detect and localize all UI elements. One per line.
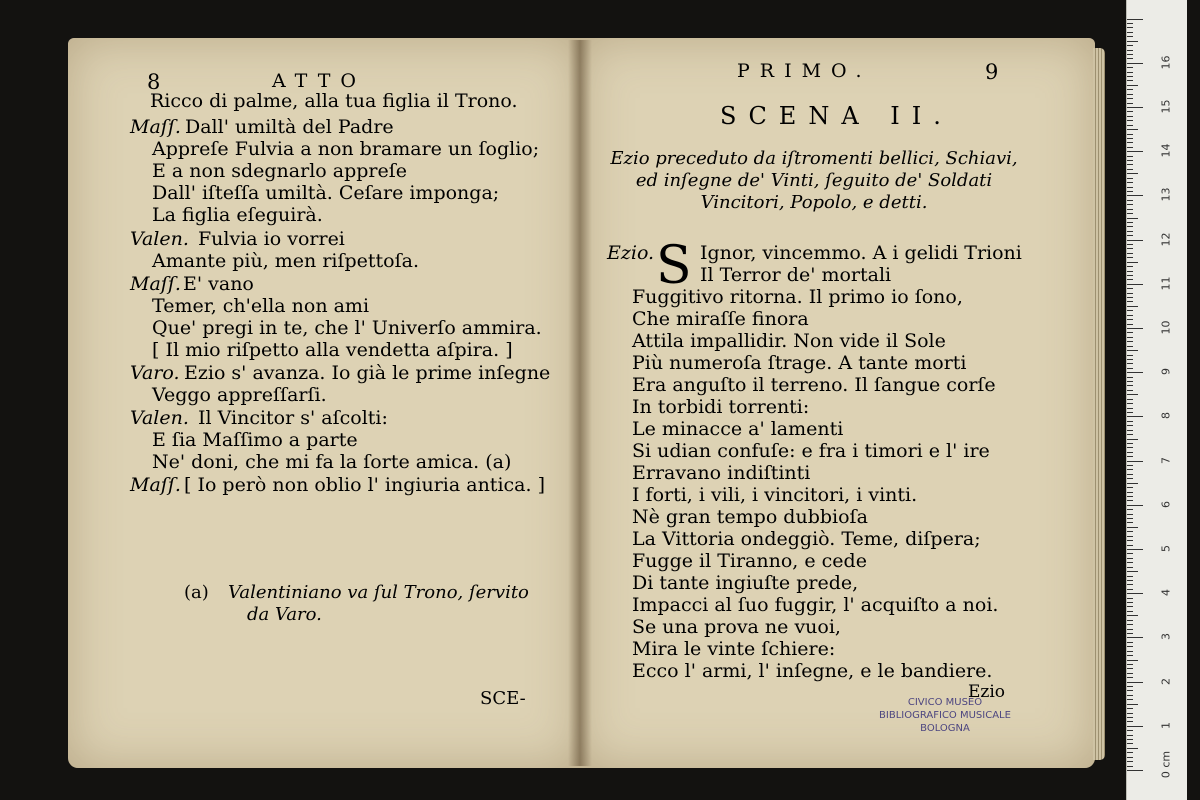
- speaker-label: Valen.: [130, 407, 189, 429]
- ruler-tick: [1127, 447, 1133, 448]
- ruler-unit-label: 0 cm: [1159, 750, 1173, 779]
- ruler-tick: [1127, 244, 1133, 245]
- ruler-tick: [1127, 45, 1133, 46]
- ruler-tick: [1127, 646, 1133, 647]
- ruler-tick: [1127, 695, 1133, 696]
- text-line: Più numeroſa ſtrage. A tante morti: [632, 352, 967, 374]
- ruler-tick: [1127, 620, 1133, 621]
- ruler-tick: [1127, 191, 1133, 192]
- ruler-number: 12: [1159, 232, 1173, 247]
- ruler-tick: [1127, 496, 1133, 497]
- ruler-tick: [1127, 713, 1133, 714]
- ruler-tick: [1127, 58, 1133, 59]
- ruler-tick: [1127, 187, 1133, 188]
- ruler-tick: [1127, 306, 1138, 307]
- speaker-label: Varo.: [130, 362, 180, 384]
- ruler-number: 14: [1159, 143, 1173, 158]
- ruler-tick: [1127, 739, 1133, 740]
- text-line: Temer, ch'ella non ami: [152, 295, 370, 317]
- ruler-tick: [1127, 178, 1133, 179]
- ruler-tick: [1127, 138, 1133, 139]
- ruler-tick: [1127, 757, 1133, 758]
- ruler-tick: [1127, 346, 1133, 347]
- text-line: Nè gran tempo dubbioſa: [632, 506, 868, 528]
- ruler-tick: [1127, 72, 1133, 73]
- ruler-tick: [1127, 474, 1133, 475]
- ruler-tick: [1127, 27, 1133, 28]
- text-line: Fuggitivo ritorna. Il primo io ſono,: [632, 286, 963, 308]
- ruler-tick: [1127, 518, 1133, 519]
- ruler-tick: [1127, 465, 1133, 466]
- text-line: Amante più, men riſpettoſa.: [152, 250, 420, 272]
- ruler-tick: [1127, 385, 1133, 386]
- ruler-tick: [1127, 350, 1138, 351]
- footnote-line: Valentiniano va ſul Trono, ſervito: [228, 582, 529, 603]
- ruler-tick: [1127, 76, 1133, 77]
- text-line: Si udian confuſe: e fra i timori e l' ire: [632, 440, 990, 462]
- text-line: [ Il mio riſpetto alla vendetta aſpira. ]: [152, 339, 513, 361]
- ruler-tick: [1127, 271, 1133, 272]
- ruler-tick: [1127, 310, 1133, 311]
- text-line: Veggo appreſſarſi.: [152, 384, 327, 406]
- ruler-tick: [1127, 434, 1133, 435]
- text-line: [ Io però non oblio l' ingiuria antica. ]: [184, 474, 545, 496]
- ruler-tick: [1127, 147, 1133, 148]
- ruler-tick: [1127, 699, 1133, 700]
- ruler-tick: [1127, 673, 1133, 674]
- text-line: Era anguſto il terreno. Il ſangue corſe: [632, 374, 996, 396]
- ruler-tick: [1127, 253, 1133, 254]
- ruler-tick: [1127, 452, 1133, 453]
- ruler-tick: [1127, 514, 1133, 515]
- text-line: Dall' iſteſſa umiltà. Ceſare imponga;: [152, 182, 500, 204]
- ruler-number: 2: [1159, 677, 1173, 685]
- ruler-tick: [1127, 111, 1133, 112]
- right-running-header: PRIMO.: [737, 60, 872, 82]
- ruler-tick: [1127, 355, 1133, 356]
- ruler-tick: [1127, 50, 1133, 51]
- ruler-tick: [1127, 478, 1133, 479]
- ruler-tick: [1127, 195, 1143, 196]
- ruler-tick: [1127, 637, 1143, 638]
- ruler-tick: [1127, 421, 1133, 422]
- ruler-tick: [1127, 509, 1133, 510]
- ruler-tick: [1127, 63, 1143, 64]
- ruler-number: 3: [1159, 633, 1173, 641]
- ruler-tick: [1127, 717, 1133, 718]
- ruler-number: 15: [1159, 99, 1173, 114]
- ruler-tick: [1127, 655, 1133, 656]
- ruler-tick: [1127, 94, 1133, 95]
- ruler-tick: [1127, 372, 1143, 373]
- speaker-label: Ezio.: [607, 242, 655, 264]
- ruler-tick: [1127, 288, 1133, 289]
- ruler-tick: [1127, 730, 1133, 731]
- stage-direction-line: Ezio preceduto da iſtromenti bellici, Schiavi,: [610, 148, 1018, 169]
- scene-title: SCENA II.: [720, 102, 953, 130]
- ruler-tick: [1127, 527, 1138, 528]
- ruler-tick: [1127, 80, 1133, 81]
- ruler-tick: [1127, 200, 1133, 201]
- ruler-tick: [1127, 377, 1133, 378]
- ruler-tick: [1127, 337, 1133, 338]
- ruler-tick: [1127, 328, 1143, 329]
- ruler-tick: [1127, 540, 1133, 541]
- ruler-tick: [1127, 279, 1133, 280]
- ruler-tick: [1127, 469, 1133, 470]
- text-line: Il Vincitor s' aſcolti:: [198, 407, 388, 429]
- ruler-tick: [1127, 558, 1133, 559]
- library-stamp: [860, 696, 1030, 735]
- ruler-number: 4: [1159, 589, 1173, 597]
- ruler-number: 5: [1159, 545, 1173, 552]
- ruler-tick: [1127, 107, 1143, 108]
- text-line: Fugge il Tiranno, e cede: [632, 550, 867, 572]
- footnote-line: da Varo.: [247, 604, 322, 625]
- ruler-tick: [1127, 553, 1133, 554]
- text-line: E a non sdegnarlo appreſe: [152, 160, 408, 182]
- ruler-tick: [1127, 324, 1133, 325]
- ruler-tick: [1127, 116, 1133, 117]
- ruler-tick: [1127, 633, 1133, 634]
- ruler-tick: [1127, 120, 1133, 121]
- ruler-tick: [1127, 651, 1133, 652]
- ruler-tick: [1127, 412, 1133, 413]
- ruler-number: 11: [1159, 276, 1173, 291]
- ruler-tick: [1127, 156, 1133, 157]
- ruler-tick: [1127, 36, 1133, 37]
- ruler-tick: [1127, 598, 1133, 599]
- ruler-tick: [1127, 293, 1133, 294]
- ruler-tick: [1127, 390, 1133, 391]
- ruler-tick: [1127, 589, 1133, 590]
- left-page-number: 8: [147, 70, 161, 94]
- text-line: Attila impallidir. Non vide il Sole: [632, 330, 946, 352]
- ruler-tick: [1127, 500, 1133, 501]
- ruler-tick: [1127, 363, 1133, 364]
- ruler-tick: [1127, 164, 1133, 165]
- ruler-tick: [1127, 430, 1133, 431]
- ruler-tick: [1127, 584, 1133, 585]
- text-line: Que' pregi in te, che l' Univerſo ammira.: [152, 317, 542, 339]
- stamp-line: BOLOGNA: [920, 723, 970, 734]
- ruler-tick: [1127, 416, 1143, 417]
- ruler-tick: [1127, 23, 1133, 24]
- ruler-tick: [1127, 492, 1133, 493]
- ruler-tick: [1127, 664, 1133, 665]
- ruler-tick: [1127, 522, 1133, 523]
- text-line: Fulvia io vorrei: [198, 228, 345, 250]
- ruler-tick: [1127, 284, 1143, 285]
- ruler-tick: [1127, 726, 1143, 727]
- ruler-tick: [1127, 770, 1143, 771]
- ruler-tick: [1127, 531, 1133, 532]
- text-line: Ecco l' armi, l' inſegne, e le bandiere.: [632, 660, 993, 682]
- text-line: Se una prova ne vuoi,: [632, 616, 841, 638]
- text-line: I forti, i vili, i vincitori, i vinti.: [632, 484, 918, 506]
- ruler-tick: [1127, 67, 1133, 68]
- ruler-tick: [1127, 301, 1133, 302]
- ruler-tick: [1127, 766, 1133, 767]
- right-catchword: Ezio: [968, 682, 1006, 702]
- ruler-tick: [1127, 571, 1138, 572]
- ruler-tick: [1127, 748, 1138, 749]
- ruler-tick: [1127, 562, 1133, 563]
- ruler-tick: [1127, 721, 1133, 722]
- ruler-tick: [1127, 690, 1133, 691]
- measurement-ruler: [1126, 0, 1187, 800]
- ruler-tick: [1127, 743, 1133, 744]
- ruler-tick: [1127, 708, 1133, 709]
- ruler-tick: [1127, 461, 1143, 462]
- ruler-tick: [1127, 677, 1133, 678]
- ruler-tick: [1127, 332, 1133, 333]
- ruler-tick: [1127, 704, 1138, 705]
- ruler-tick: [1127, 735, 1133, 736]
- ruler-tick: [1127, 629, 1133, 630]
- ruler-number: 8: [1159, 412, 1173, 420]
- ruler-tick: [1127, 85, 1138, 86]
- ruler-tick: [1127, 408, 1133, 409]
- ruler-tick: [1127, 173, 1138, 174]
- right-page-number: 9: [985, 60, 999, 84]
- ruler-tick: [1127, 151, 1143, 152]
- text-line: La figlia eſeguirà.: [152, 204, 323, 226]
- ruler-tick: [1127, 257, 1133, 258]
- ruler-tick: [1127, 341, 1133, 342]
- ruler-tick: [1127, 487, 1133, 488]
- speaker-label: Maſſ.: [130, 474, 181, 496]
- ruler-tick: [1127, 319, 1133, 320]
- ruler-tick: [1127, 226, 1133, 227]
- ruler-tick: [1127, 125, 1133, 126]
- text-line: Che miraſſe finora: [632, 308, 809, 330]
- ruler-tick: [1127, 443, 1133, 444]
- text-line: Mira le vinte ſchiere:: [632, 638, 836, 660]
- ruler-tick: [1127, 103, 1133, 104]
- ruler-tick: [1127, 89, 1133, 90]
- text-line: Erravano indiſtinti: [632, 462, 811, 484]
- ruler-tick: [1127, 54, 1133, 55]
- stage-direction-line: ed inſegne de' Vinti, ſeguito de' Soldati: [635, 170, 993, 191]
- ruler-tick: [1127, 240, 1143, 241]
- ruler-tick: [1127, 456, 1133, 457]
- ruler-tick: [1127, 182, 1133, 183]
- ruler-tick: [1127, 222, 1133, 223]
- ruler-tick: [1127, 160, 1133, 161]
- ruler-tick: [1127, 231, 1133, 232]
- text-line: Ne' doni, che mi fa la ſorte amica. (a): [152, 451, 512, 473]
- speaker-label: Maſſ.: [130, 273, 181, 295]
- ruler-tick: [1127, 761, 1133, 762]
- stamp-line: CIVICO MUSEO: [907, 697, 983, 708]
- speaker-label: Valen.: [130, 228, 189, 250]
- ruler-tick: [1127, 505, 1143, 506]
- ruler-tick: [1127, 32, 1133, 33]
- stamp-line: BIBLIOGRAFICO MUSICALE: [879, 710, 1011, 721]
- text-line: Appreſe Fulvia a non bramare un ſoglio;: [152, 138, 540, 160]
- ruler-tick: [1127, 567, 1133, 568]
- ruler-tick: [1127, 593, 1143, 594]
- ruler-tick: [1127, 41, 1138, 42]
- ruler-tick: [1127, 439, 1138, 440]
- ruler-tick: [1127, 204, 1133, 205]
- ruler-number: 1: [1159, 721, 1173, 729]
- drop-cap: S: [656, 236, 692, 296]
- text-line: Dall' umiltà del Padre: [185, 116, 394, 138]
- ruler-tick: [1127, 169, 1133, 170]
- ruler-number: 7: [1159, 456, 1173, 464]
- stage-direction-line: Vincitori, Popolo, e detti.: [700, 192, 928, 213]
- ruler-tick: [1127, 606, 1133, 607]
- ruler-number: 13: [1159, 187, 1173, 202]
- ruler-tick: [1127, 235, 1133, 236]
- ruler-tick: [1127, 580, 1133, 581]
- ruler-tick: [1127, 660, 1138, 661]
- speaker-label: Maſſ.: [130, 116, 181, 138]
- ruler-number: 10: [1159, 320, 1173, 335]
- text-line: Ezio s' avanza. Io già le prime inſegne: [184, 362, 551, 384]
- ruler-tick: [1127, 368, 1133, 369]
- ruler-tick: [1127, 209, 1133, 210]
- ruler-tick: [1127, 668, 1133, 669]
- ruler-tick: [1127, 213, 1133, 214]
- ruler-tick: [1127, 315, 1133, 316]
- ruler-number: 9: [1159, 368, 1173, 376]
- left-catchword: SCE-: [480, 688, 526, 709]
- ruler-tick: [1127, 297, 1133, 298]
- ruler-tick: [1127, 134, 1133, 135]
- ruler-number: 16: [1159, 55, 1173, 70]
- ruler-tick: [1127, 602, 1133, 603]
- ruler-tick: [1127, 129, 1138, 130]
- text-line: Le minacce a' lamenti: [632, 418, 844, 440]
- ruler-tick: [1127, 682, 1143, 683]
- ruler-tick: [1127, 275, 1133, 276]
- ruler-tick: [1127, 394, 1138, 395]
- page-edges: [1093, 48, 1105, 760]
- ruler-tick: [1127, 98, 1133, 99]
- ruler-tick: [1127, 536, 1133, 537]
- ruler-tick: [1127, 642, 1133, 643]
- ruler-tick: [1127, 615, 1138, 616]
- ruler-tick: [1127, 403, 1133, 404]
- ruler-number: 6: [1159, 500, 1173, 508]
- text-line: La Vittoria ondeggiò. Teme, diſpera;: [632, 528, 981, 550]
- text-line: Impacci al ſuo fuggir, l' acquiſto a noi.: [632, 594, 999, 616]
- ruler-tick: [1127, 611, 1133, 612]
- ruler-tick: [1127, 266, 1133, 267]
- book-gutter: [568, 40, 592, 766]
- ruler-tick: [1127, 359, 1133, 360]
- text-line: In torbidi torrenti:: [632, 396, 810, 418]
- ruler-tick: [1127, 248, 1133, 249]
- ruler-tick: [1127, 752, 1133, 753]
- ruler-tick: [1127, 142, 1133, 143]
- left-running-header: ATTO: [272, 70, 366, 92]
- ruler-tick: [1127, 576, 1133, 577]
- ruler-tick: [1127, 549, 1143, 550]
- ruler-tick: [1127, 262, 1138, 263]
- ruler-tick: [1127, 686, 1133, 687]
- ruler-tick: [1127, 399, 1133, 400]
- text-line: Di tante ingiuſte prede,: [632, 572, 859, 594]
- text-line: Il Terror de' mortali: [700, 264, 892, 286]
- text-line: E ſia Maſſimo a parte: [152, 429, 358, 451]
- text-line: E' vano: [183, 273, 254, 295]
- text-line: Ricco di palme, alla tua figlia il Trono.: [150, 90, 518, 112]
- ruler-tick: [1127, 218, 1138, 219]
- ruler-tick: [1127, 545, 1133, 546]
- text-line: Ignor, vincemmo. A i gelidi Trioni: [700, 242, 1022, 264]
- ruler-tick: [1127, 483, 1138, 484]
- ruler-tick: [1127, 19, 1143, 20]
- ruler-tick: [1127, 381, 1133, 382]
- footnote-mark: (a): [184, 582, 209, 603]
- ruler-tick: [1127, 624, 1133, 625]
- ruler-tick: [1127, 425, 1133, 426]
